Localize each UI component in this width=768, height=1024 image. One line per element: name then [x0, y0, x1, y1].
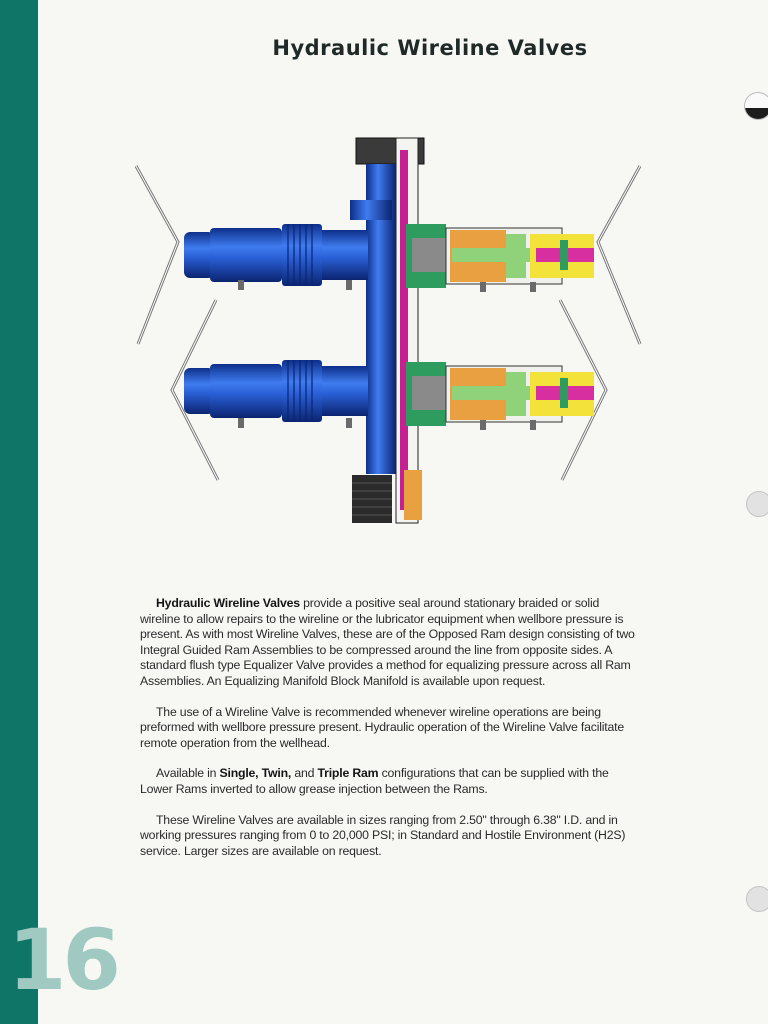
central-body: [350, 138, 424, 523]
upper-ram-cutaway: [406, 224, 594, 288]
lower-ram-blue-actuator: [184, 360, 368, 422]
config-post: configurations that can be supplied with the Lower Rams inverted to allow grease injection between the Rams.: [140, 766, 609, 796]
page-title: Hydraulic Wireline Valves: [272, 36, 588, 60]
config-pre: Available in: [156, 766, 220, 781]
paragraph-configurations: [140, 766, 640, 797]
config-single: Single,: [219, 766, 259, 781]
wireline-valve-cutaway-diagram: [120, 130, 660, 530]
config-triple: Triple Ram: [317, 766, 379, 781]
config-twin: Twin,: [261, 766, 292, 781]
paragraph-sizes: These Wireline Valves are available in sizes ranging from 2.50" through 6.38" I.D. and in working pressures ranging from 0 to 20,000 PSI; in Standard and Hostile Environment (H2S) service. Larger sizes are available on request.: [140, 812, 626, 858]
paragraph-intro: [140, 596, 640, 690]
description-text: [140, 596, 640, 874]
intro-lead: Hydraulic Wireline Valves: [156, 596, 300, 610]
binder-hole-bottom: [746, 886, 768, 912]
left-color-band: [0, 0, 38, 1024]
paragraph-usage: The use of a Wireline Valve is recommended whenever wireline operations are being preformed with wellbore pressure present. Hydraulic operation of the Wireline Valve facilitate remote operation from the wellhead.: [140, 704, 625, 750]
page-number: 16: [8, 911, 117, 1009]
intro-text: provide a positive seal around stationary braided or solid wireline to allow repairs to the wireline or the lubricator equipment when wellbore pressure is present. As with most Wireline Valves, these are of the Opposed Ram design consisting of two Integral Guided Ram Assemblies to be compressed around the line from opposite sides. A standard flush type Equalizer Valve provides a method for equalizing pressure across all Ram Assemblies. An Equalizing Manifold Block Manifold is available upon request.: [140, 596, 635, 688]
config-sep-2: and: [291, 766, 318, 781]
lower-ram-cutaway: [406, 362, 594, 426]
binder-hole-top: [744, 92, 768, 120]
binder-hole-middle: [746, 491, 768, 517]
upper-ram-blue-actuator: [184, 224, 368, 286]
